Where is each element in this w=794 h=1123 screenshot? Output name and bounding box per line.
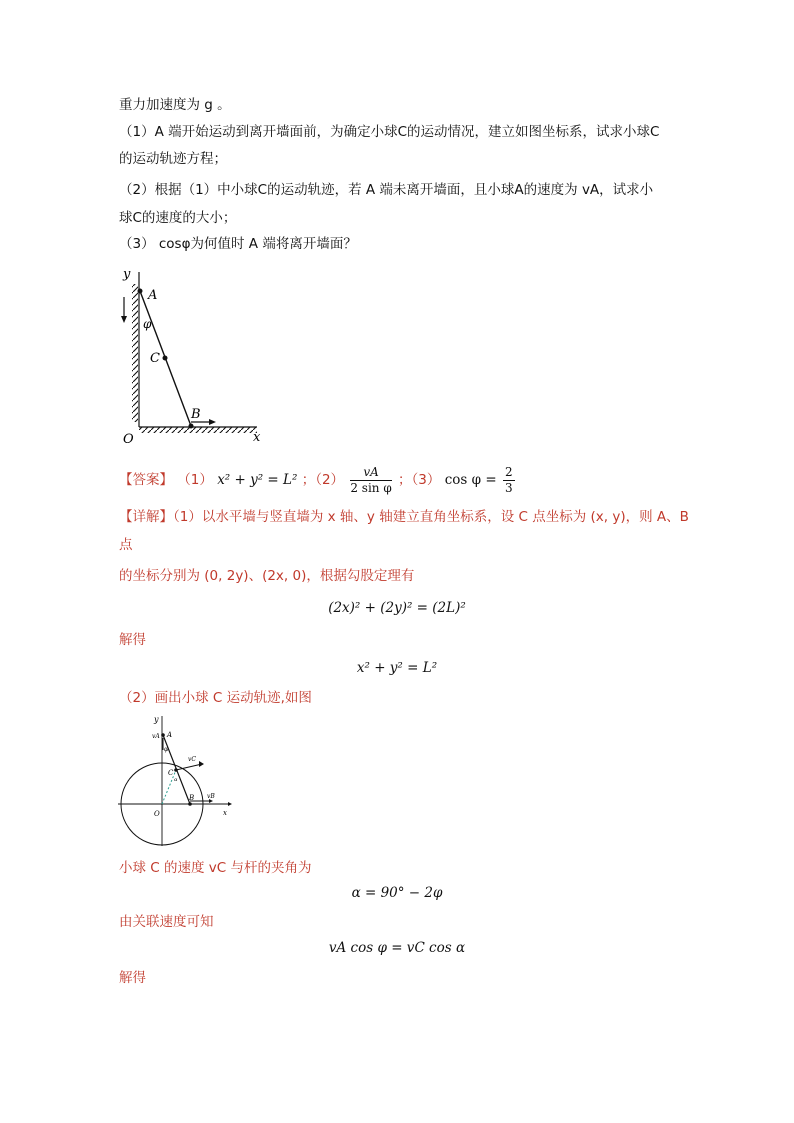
fig2-point-b: [188, 802, 192, 806]
point-a: [138, 289, 143, 294]
problem-line-2: 的运动轨迹方程；: [119, 151, 227, 167]
problem-line-5: （3） cosφ为何值时 A 端将离开墙面？: [119, 236, 357, 252]
answer-label: 【答案】: [119, 472, 173, 488]
detail-line-2: 点: [119, 537, 133, 553]
detail-line-6: 由关联速度可知: [119, 914, 214, 930]
point-b: [189, 424, 194, 429]
solve-label-2: 解得: [119, 970, 146, 986]
floor-hatch: [139, 427, 257, 433]
detail-text-1: （1）以水平墙与竖直墙为 x 轴、y 轴建立直角坐标系，设 C 点坐标为 (x, y)，则 A、B: [173, 509, 689, 525]
detail-line-3: 的坐标分别为 (0, 2y)、(2x, 0)，根据勾股定理有: [119, 568, 415, 584]
fig2-label-a: A: [167, 731, 173, 739]
fig2-label-alpha: α: [174, 777, 178, 783]
equation-3: α = 90° − 2φ: [351, 885, 443, 901]
trajectory-figure: [118, 710, 243, 855]
detail-line-5: 小球 C 的速度 vC 与杆的夹角为: [119, 860, 312, 876]
fig2-point-c: [174, 768, 178, 772]
equation-1: (2x)² + (2y)² = (2L)²: [328, 600, 466, 616]
wall-hatch: [132, 284, 138, 422]
answer-frac-den: 2 sin φ: [350, 480, 392, 495]
detail-line-1: [119, 507, 689, 527]
fig2-label-va: vA: [152, 733, 160, 740]
answer-frac-num: vA: [350, 465, 391, 481]
problem-line-1: （1）A 端开始运动到离开墙面前，为确定小球C的运动情况，建立如图坐标系，试求小球C: [119, 124, 660, 140]
answer-eq3-lhs: cos φ =: [444, 472, 497, 488]
arrow-head-b: [209, 419, 216, 425]
fig2-label-x: x: [223, 809, 227, 817]
problem-line-0: 重力加速度为 g 。: [119, 97, 231, 113]
answer-fraction-3: [503, 465, 515, 496]
answer-eq1: x² + y² = L²: [217, 472, 298, 488]
answer-part3-label: ；（3）: [398, 472, 441, 488]
fig2-label-b: B: [189, 794, 195, 802]
ball-c: [163, 356, 168, 361]
label-a: A: [148, 288, 158, 303]
fig2-point-a: [161, 733, 165, 737]
problem-line-3: （2）根据（1）中小球C的运动轨迹，若 A 端未离开墙面，且小球A的速度为 vA，试求小: [119, 182, 654, 198]
vc-arrow: [199, 761, 204, 767]
fig2-label-phi: φ: [164, 746, 169, 753]
label-y: y: [123, 267, 131, 282]
fig2-label-o: O: [154, 810, 160, 818]
fig2-label-y: y: [154, 715, 159, 724]
answer-eq3-num: 2: [504, 464, 513, 479]
label-o: O: [123, 432, 134, 447]
equation-4: vA cos φ = vC cos α: [328, 940, 466, 956]
answer-part1-label: （1）: [177, 472, 213, 488]
label-c: C: [150, 351, 160, 366]
problem-line-4: 球C的速度的大小；: [119, 210, 237, 226]
fig2-label-vb: vB: [207, 793, 215, 800]
fig2-x-arrow: [228, 802, 232, 806]
fig2-label-c: C: [168, 769, 174, 777]
ladder-figure: [115, 262, 275, 447]
label-x: x: [253, 430, 261, 445]
arrow-head-a: [121, 316, 127, 323]
label-b: B: [191, 407, 201, 422]
answer-fraction: [350, 465, 391, 496]
detail-label: 【详解】: [119, 509, 173, 525]
fig2-label-vc: vC: [188, 756, 196, 763]
label-phi: φ: [143, 317, 152, 331]
answer-part2-label: ；（2）: [301, 472, 345, 488]
answer-eq3-den: 3: [504, 480, 513, 495]
detail-line-4: （2）画出小球 C 运动轨迹,如图: [119, 690, 312, 706]
answer-line: [119, 463, 517, 497]
equation-2: x² + y² = L²: [356, 660, 438, 676]
solve-label-1: 解得: [119, 632, 146, 648]
